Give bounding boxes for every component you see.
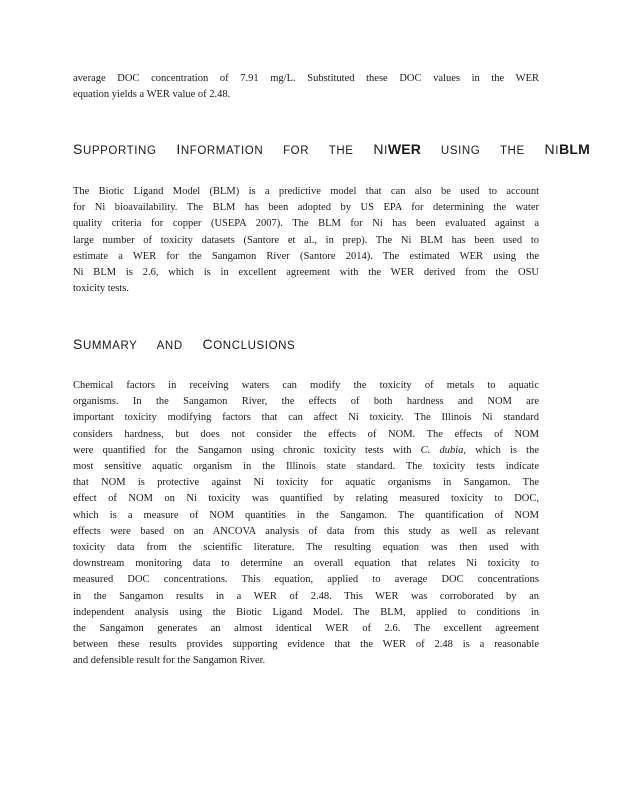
text-line: most sensitive aquatic organism in the Illinois state standard. The toxicity tests indicate <box>73 461 539 473</box>
text-line: toxicity tests. <box>73 283 129 295</box>
section-heading-summary: SUMMARY AND CONCLUSIONS <box>73 336 296 352</box>
text-line: important toxicity modifying factors that can affect Ni toxicity. The Illinois Ni standard <box>73 412 539 424</box>
text-line: equation yields a WER value of 2.48. <box>73 89 231 101</box>
text-line: downstream monitoring data to determine an overall equation that relates Ni toxicity to <box>73 558 539 570</box>
summary-paragraph <box>73 378 539 670</box>
text-line: large number of toxicity datasets (Santore et al., in prep). The Ni BLM has been used to <box>73 234 539 246</box>
text-line: in the Sangamon results in a WER of 2.48. This WER was corroborated by an <box>73 590 539 602</box>
text-line: effect of NOM on Ni toxicity was quantified by relating measured toxicity to DOC, <box>73 493 539 505</box>
text-line: considers hardness, but does not consider the effects of NOM. The effects of NOM <box>73 428 539 440</box>
text-line: were quantified for the Sangamon using chronic toxicity tests with C. dubia, which is the <box>73 444 539 456</box>
text-line: Chemical factors in receiving waters can modify the toxicity of metals to aquatic <box>73 380 539 391</box>
text-line: independent analysis using the Biotic Ligand Model. The BLM, applied to conditions in <box>73 606 539 618</box>
text-line: Ni BLM is 2.6, which is in excellent agreement with the WER derived from the OSU <box>73 267 539 279</box>
text-line: effects were based on an ANCOVA analysis of data from this study as well as relevant <box>73 525 539 537</box>
text-line: and defensible result for the Sangamon River. <box>73 655 266 667</box>
supporting-information-paragraph <box>73 184 539 297</box>
text-line: quality criteria for copper (USEPA 2007). The BLM for Ni has been evaluated against a <box>73 218 539 230</box>
intro-paragraph <box>73 71 539 103</box>
text-line: estimate a WER for the Sangamon River (Santore 2014). The estimated WER using the <box>73 250 539 262</box>
text-line: for Ni bioavailability. The BLM has been adopted by US EPA for determining the water <box>73 202 539 214</box>
text-line: organisms. In the Sangamon River, the effects of both hardness and NOM are <box>73 396 539 408</box>
text-line: the Sangamon generates an almost identical WER of 2.6. The excellent agreement <box>73 623 539 635</box>
text-line: that NOM is protective against Ni toxicity for aquatic organisms in Sangamon. The <box>73 477 539 489</box>
text-line: The Biotic Ligand Model (BLM) is a predictive model that can also be used to account <box>73 186 539 197</box>
text-line: toxicity data from the scientific literature. The resulting equation was then used with <box>73 542 539 554</box>
text-line: which is a measure of NOM quantities in the Sangamon. The quantification of NOM <box>73 509 539 521</box>
section-heading-supporting-information: SUPPORTING INFORMATION FOR THE NIWER USING THE NIBLM <box>73 141 590 157</box>
text-line: measured DOC concentrations. This equation, applied to average DOC concentrations <box>73 574 539 586</box>
text-line: average DOC concentration of 7.91 mg/L. Substituted these DOC values in the WER <box>73 73 539 84</box>
text-line: between these results provides supporting evidence that the WER of 2.48 is a reasonable <box>73 639 539 651</box>
